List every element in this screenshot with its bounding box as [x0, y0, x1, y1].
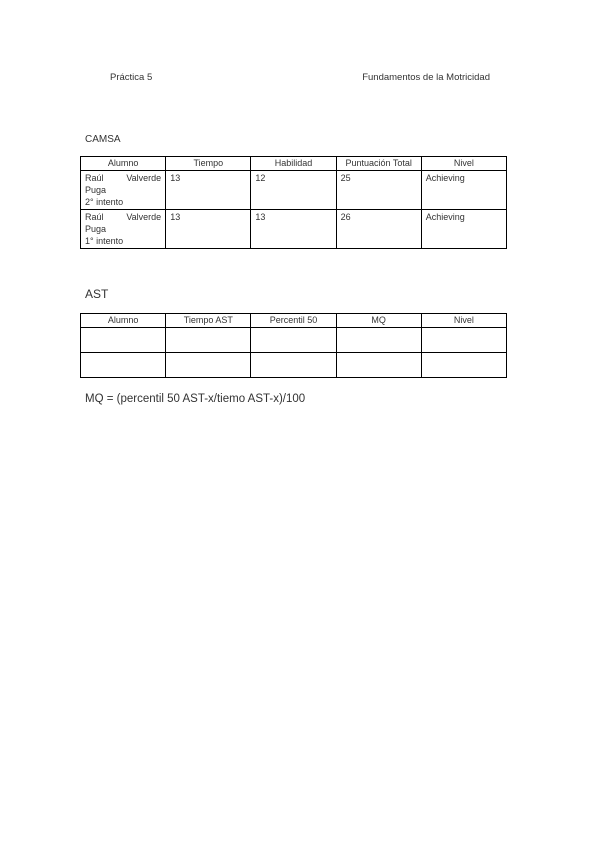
cell-alumno [81, 171, 166, 210]
empty-cell [81, 353, 166, 378]
table-row [81, 210, 507, 249]
ast-header-row [81, 314, 507, 328]
student-last-name: Valverde [126, 173, 162, 183]
col-mq: MQ [336, 314, 421, 328]
student-first-name: Raúl [85, 212, 104, 222]
cell-habilidad: 12 [251, 171, 336, 210]
col-tiempo: Tiempo [166, 157, 251, 171]
col-tiempo-ast: Tiempo AST [166, 314, 251, 328]
empty-cell [166, 353, 251, 378]
col-alumno: Alumno [81, 314, 166, 328]
ast-table [80, 313, 507, 378]
col-nivel: Nivel [421, 314, 506, 328]
header-course: Fundamentos de la Motricidad [362, 72, 490, 83]
attempt-label: 1° intento [85, 236, 124, 246]
student-first-name: Raúl [85, 173, 104, 183]
col-alumno: Alumno [81, 157, 166, 171]
col-habilidad: Habilidad [251, 157, 336, 171]
cell-nivel: Achieving [421, 210, 506, 249]
cell-tiempo: 13 [166, 171, 251, 210]
student-second-name: Puga [85, 224, 107, 234]
col-nivel: Nivel [421, 157, 506, 171]
empty-cell [421, 328, 506, 353]
ast-title: AST [85, 287, 109, 301]
empty-cell [336, 328, 421, 353]
empty-cell [421, 353, 506, 378]
camsa-title: CAMSA [85, 134, 121, 145]
student-second-name: Puga [85, 185, 107, 195]
table-row [81, 328, 507, 353]
cell-nivel: Achieving [421, 171, 506, 210]
camsa-table [80, 156, 507, 249]
col-puntuacion-total: Puntuación Total [336, 157, 421, 171]
table-row [81, 171, 507, 210]
header-practice: Práctica 5 [110, 72, 153, 83]
col-percentil-50: Percentil 50 [251, 314, 336, 328]
empty-cell [336, 353, 421, 378]
empty-cell [251, 328, 336, 353]
cell-tiempo: 13 [166, 210, 251, 249]
table-row [81, 353, 507, 378]
cell-total: 25 [336, 171, 421, 210]
empty-cell [81, 328, 166, 353]
student-last-name: Valverde [126, 212, 162, 222]
mq-formula: MQ = (percentil 50 AST-x/tiemo AST-x)/100 [85, 393, 306, 405]
cell-habilidad: 13 [251, 210, 336, 249]
camsa-header-row [81, 157, 507, 171]
cell-alumno [81, 210, 166, 249]
attempt-label: 2° intento [85, 197, 124, 207]
empty-cell [251, 353, 336, 378]
empty-cell [166, 328, 251, 353]
cell-total: 26 [336, 210, 421, 249]
